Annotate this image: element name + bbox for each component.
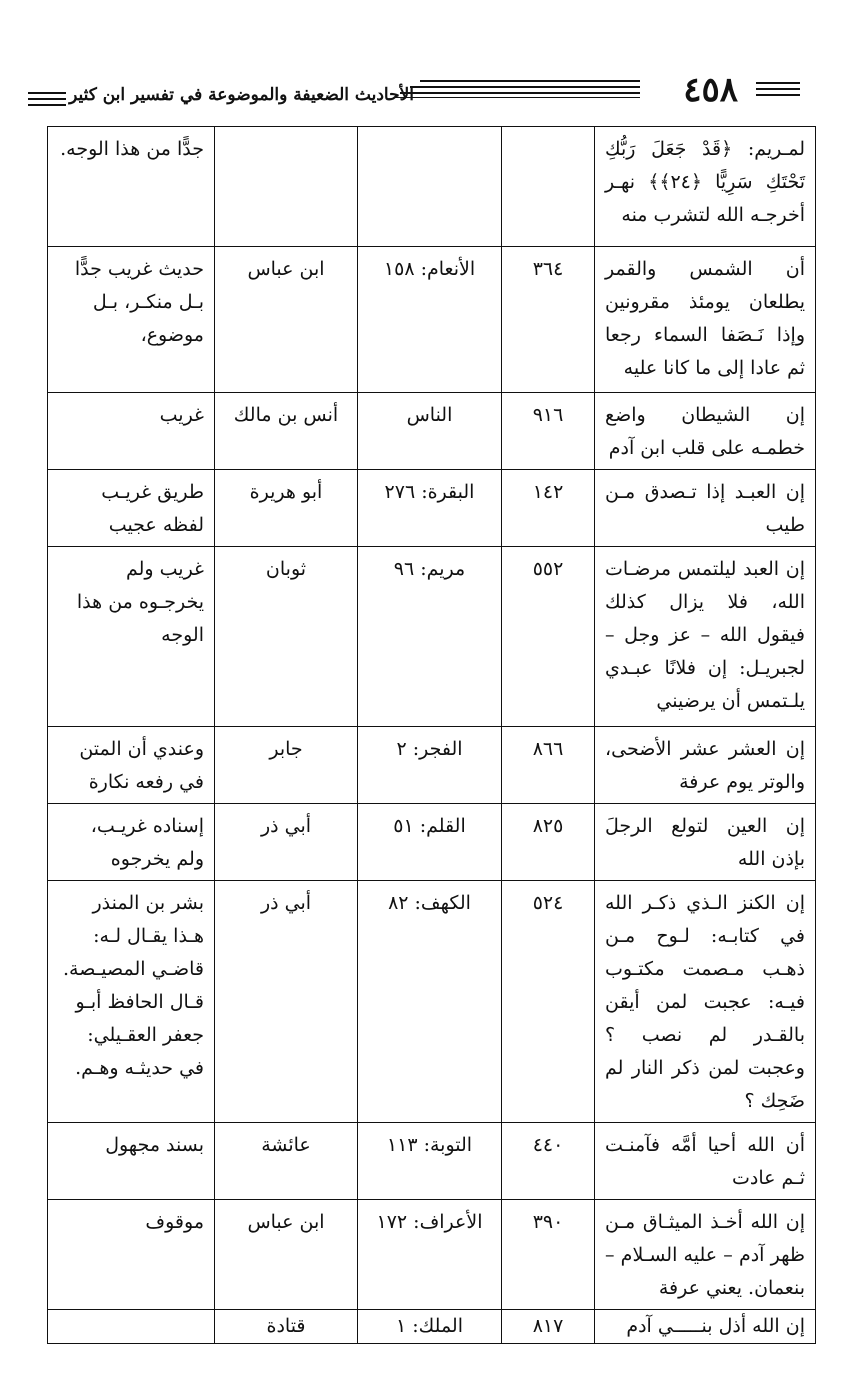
- page-header: [28, 70, 800, 114]
- table-row: [48, 547, 816, 727]
- hadith-table: [47, 126, 816, 1344]
- narrator-cell: ابن عباس: [215, 1200, 358, 1310]
- header-rule-middle: [410, 86, 640, 88]
- page-number: ٤٥٨: [683, 70, 738, 110]
- sura-reference-cell: البقرة: ٢٧٦: [358, 470, 502, 547]
- header-rule-left: [28, 104, 66, 106]
- ruling-cell: إسناده غريـب، ولم يخرجوه: [48, 804, 215, 881]
- table-row: [48, 247, 816, 393]
- page-number-cell: ٩١٦: [502, 393, 595, 470]
- hadith-text-cell: لمـريم: ﴿قَدْ جَعَلَ رَبُّكِ تَحْتَكِ سَرِيًّا ﴿٢٤﴾﴾ نهـر أخرجـه الله لتشرب منه: [595, 127, 816, 247]
- page-number-cell: ٣٩٠: [502, 1200, 595, 1310]
- ruling-cell: حديث غريب جدًّا بـل منكـر، بـل موضوع،: [48, 247, 215, 393]
- hadith-text-cell: إن الكنز الـذي ذكـر الله في كتابـه: لـوح مـن ذهـب مـصمت مكتـوب فيـه: عجبت لمن أيقن بالقـدر لم نصب ؟ وعجبت لمن ذكر النار لم ضَحِك ؟: [595, 881, 816, 1123]
- hadith-text-cell: إن العبـد إذا تـصدق مـن طيب: [595, 470, 816, 547]
- sura-reference-cell: الفجر: ٢: [358, 727, 502, 804]
- sura-reference-cell: القلم: ٥١: [358, 804, 502, 881]
- narrator-cell: جابر: [215, 727, 358, 804]
- header-rule-middle: [395, 97, 640, 98]
- header-rule-left: [28, 92, 66, 94]
- hadith-text-cell: إن الله أخـذ الميثـاق مـن ظهر آدم – عليه السـلام – بنعمان. يعني عرفة: [595, 1200, 816, 1310]
- table-row: [48, 1200, 816, 1310]
- ruling-cell: جدًّا من هذا الوجه.: [48, 127, 215, 247]
- hadith-text-cell: إن العشر عشر الأضحى، والوتر يوم عرفة: [595, 727, 816, 804]
- table-row: [48, 470, 816, 547]
- narrator-cell: أبي ذر: [215, 804, 358, 881]
- sura-reference-cell: الملك: ١: [358, 1310, 502, 1344]
- page-number-cell: ٨٢٥: [502, 804, 595, 881]
- table-row: [48, 881, 816, 1123]
- narrator-cell: ابن عباس: [215, 247, 358, 393]
- page-number-cell: ٣٦٤: [502, 247, 595, 393]
- header-rule-middle: [420, 80, 640, 82]
- table-row: [48, 1123, 816, 1200]
- narrator-cell: عائشة: [215, 1123, 358, 1200]
- table-row: [48, 804, 816, 881]
- header-rule-middle: [400, 92, 640, 94]
- sura-reference-cell: [358, 127, 502, 247]
- page-number-cell: ٥٥٢: [502, 547, 595, 727]
- page-number-cell: ٤٤٠: [502, 1123, 595, 1200]
- hadith-text-cell: إن العين لتولع الرجلَ بإذن الله: [595, 804, 816, 881]
- running-title: الأحاديث الضعيفة والموضوعة في تفسير ابن كثير: [69, 85, 414, 105]
- narrator-cell: أبي ذر: [215, 881, 358, 1123]
- sura-reference-cell: الناس: [358, 393, 502, 470]
- narrator-cell: أبو هريرة: [215, 470, 358, 547]
- ruling-cell: موقوف: [48, 1200, 215, 1310]
- page-number-cell: ١٤٢: [502, 470, 595, 547]
- ruling-cell: [48, 1310, 215, 1344]
- sura-reference-cell: مريم: ٩٦: [358, 547, 502, 727]
- table-row: [48, 127, 816, 247]
- page-number-cell: ٥٢٤: [502, 881, 595, 1123]
- ruling-cell: غريب ولم يخرجـوه من هذا الوجه: [48, 547, 215, 727]
- narrator-cell: [215, 127, 358, 247]
- narrator-cell: قتادة: [215, 1310, 358, 1344]
- sura-reference-cell: التوبة: ١١٣: [358, 1123, 502, 1200]
- ruling-cell: طريق غريـب لفظه عجيب: [48, 470, 215, 547]
- header-rule-right: [756, 88, 800, 90]
- ruling-cell: بشر بن المنذر هـذا يقـال لـه: قاضـي المصيـصة. قـال الحافظ أبـو جعفر العقـيلي: في حديثـه وهـم.: [48, 881, 215, 1123]
- page-number-cell: ٨١٧: [502, 1310, 595, 1344]
- narrator-cell: أنس بن مالك: [215, 393, 358, 470]
- page-number-cell: [502, 127, 595, 247]
- narrator-cell: ثوبان: [215, 547, 358, 727]
- hadith-text-cell: أن الشمس والقمر يطلعان يومئذ مقرونين وإذا نَـصَفا السماء رجعا ثم عادا إلى ما كانا عليه: [595, 247, 816, 393]
- hadith-text-cell: إن الشيطان واضع خطمـه على قلب ابن آدم: [595, 393, 816, 470]
- sura-reference-cell: الأعراف: ١٧٢: [358, 1200, 502, 1310]
- header-rule-right: [756, 94, 800, 96]
- sura-reference-cell: الأنعام: ١٥٨: [358, 247, 502, 393]
- table-row: [48, 393, 816, 470]
- hadith-text-cell: أن الله أحيا أمَّه فآمنـت ثـم عادت: [595, 1123, 816, 1200]
- page-number-cell: ٨٦٦: [502, 727, 595, 804]
- header-rule-left: [28, 98, 66, 100]
- table-row: [48, 727, 816, 804]
- hadith-text-cell: إن العبد ليلتمس مرضـات الله، فلا يزال كذلك فيقول الله – عز وجل – لجبريـل: إن فلانًا عبـدي يلـتمس أن يرضيني: [595, 547, 816, 727]
- ruling-cell: غريب: [48, 393, 215, 470]
- table-row: [48, 1310, 816, 1344]
- header-rule-right: [756, 82, 800, 84]
- hadith-text-cell: إن الله أذل بنـــــي آدم: [595, 1310, 816, 1344]
- ruling-cell: بسند مجهول: [48, 1123, 215, 1200]
- sura-reference-cell: الكهف: ٨٢: [358, 881, 502, 1123]
- ruling-cell: وعندي أن المتن في رفعه نكارة: [48, 727, 215, 804]
